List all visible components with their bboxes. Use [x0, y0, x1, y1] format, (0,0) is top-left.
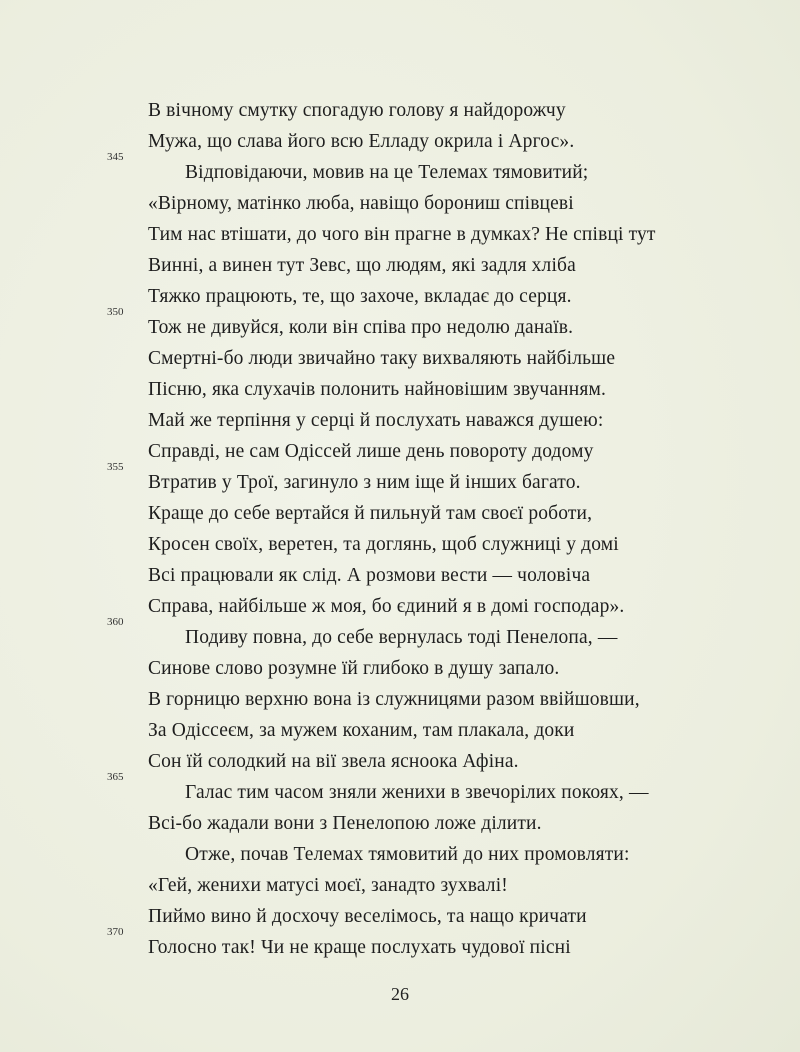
verse-line [0, 461, 800, 498]
verse-line [0, 653, 800, 684]
verse-block [0, 95, 800, 963]
verse-text: Пісню, яка слухачів полонить найновішим звучанням. [148, 379, 606, 400]
verse-text: Голосно так! Чи не краще послухать чудової пісні [148, 937, 571, 958]
verse-text: Галас тим часом зняли женихи в звечорілих покоях, — [185, 782, 649, 803]
verse-text: Справа, найбільше ж моя, бо єдиний я в домі господар». [148, 596, 625, 617]
verse-text: «Вірному, матінко люба, навіщо борониш співцеві [148, 193, 574, 214]
verse-text: Кросен своїх, веретен, та доглянь, щоб служниці у домі [148, 534, 619, 555]
line-number: 355 [107, 461, 124, 473]
verse-line [0, 95, 800, 126]
verse-text: Подиву повна, до себе вернулась тоді Пенелопа, — [185, 627, 618, 648]
verse-text: В вічному смутку спогадую голову я найдорожчу [148, 100, 566, 121]
verse-text: Втратив у Трої, загинуло з ним іще й інших багато. [148, 472, 581, 493]
verse-line [0, 684, 800, 715]
verse-line [0, 151, 800, 188]
verse-line [0, 343, 800, 374]
verse-text: В горницю верхню вона із служницями разом ввійшовши, [148, 689, 640, 710]
verse-text: Відповідаючи, мовив на це Телемах тямовитий; [185, 162, 589, 183]
verse-text: Тож не дивуйся, коли він співа про недолю данаїв. [148, 317, 574, 338]
verse-line [0, 250, 800, 281]
page-number: 26 [391, 984, 409, 1004]
verse-line [0, 771, 800, 808]
verse-text: Всі-бо жадали вони з Пенелопою ложе ділити. [148, 813, 542, 834]
line-number: 345 [107, 151, 124, 163]
verse-line [0, 560, 800, 591]
verse-line [0, 808, 800, 839]
verse-text: За Одіссеєм, за мужем коханим, там плакала, доки [148, 720, 575, 741]
verse-text: Справді, не сам Одіссей лише день повороту додому [148, 441, 594, 462]
verse-text: Краще до себе вертайся й пильнуй там своєї роботи, [148, 503, 593, 524]
line-number: 350 [107, 306, 124, 318]
line-number: 365 [107, 771, 124, 783]
verse-line [0, 926, 800, 963]
verse-text: Пиймо вино й досхочу веселімось, та нащо кричати [148, 906, 587, 927]
verse-line [0, 219, 800, 250]
verse-line [0, 616, 800, 653]
verse-text: Смертні-бо люди звичайно таку вихваляють найбільше [148, 348, 616, 369]
verse-line [0, 529, 800, 560]
verse-text: Тим нас втішати, до чого він прагне в думках? Не співці тут [148, 224, 656, 245]
verse-line [0, 306, 800, 343]
verse-line [0, 498, 800, 529]
verse-text: Отже, почав Телемах тямовитий до них промовляти: [185, 844, 630, 865]
verse-line [0, 374, 800, 405]
verse-text: Винні, а винен тут Зевс, що людям, які задля хліба [148, 255, 576, 276]
verse-text: Всі працювали як слід. А розмови вести — чоловіча [148, 565, 591, 586]
verse-line [0, 405, 800, 436]
verse-text: «Гей, женихи матусі моєї, занадто зухвалі! [148, 875, 508, 896]
verse-text: Сон їй солодкий на вії звела ясноока Афіна. [148, 751, 519, 772]
verse-line [0, 188, 800, 219]
line-number: 360 [107, 616, 124, 628]
verse-text: Мужа, що слава його всю Елладу окрила і Аргос». [148, 131, 575, 152]
verse-text: Май же терпіння у серці й послухать наважся душею: [148, 410, 604, 431]
verse-text: Тяжко працюють, те, що захоче, вкладає до серця. [148, 286, 572, 307]
verse-line [0, 715, 800, 746]
line-number: 370 [107, 926, 124, 938]
verse-line [0, 870, 800, 901]
verse-line [0, 839, 800, 870]
verse-text: Синове слово розумне їй глибоко в душу запало. [148, 658, 560, 679]
